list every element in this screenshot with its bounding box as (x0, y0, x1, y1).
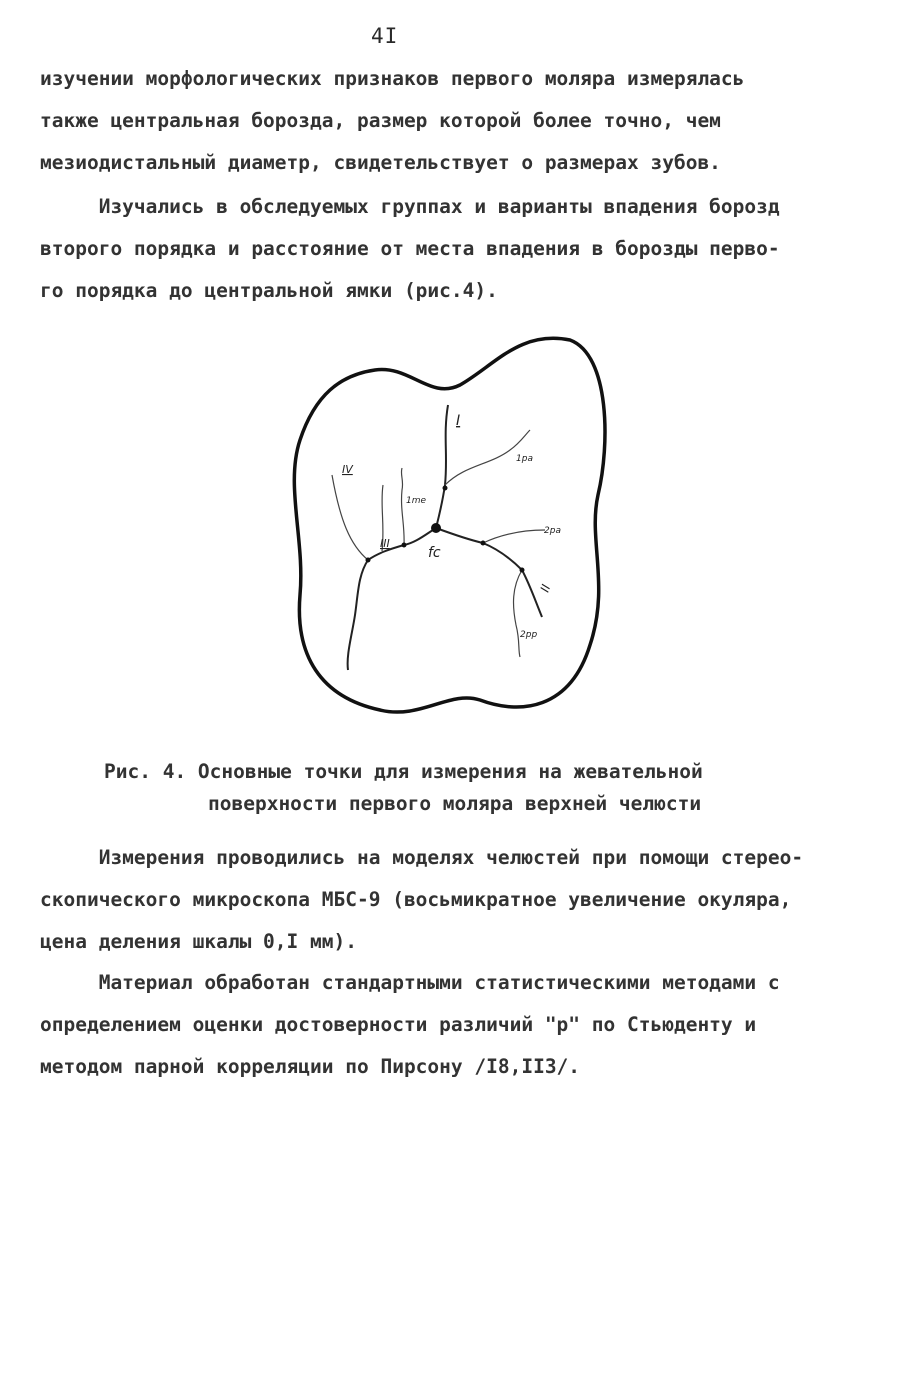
groove-1-line (436, 405, 448, 528)
label-groove-3: III (380, 537, 390, 550)
groove-2pp-line (514, 570, 522, 657)
paragraph-line: Измерения проводились на моделях челюстей при помощи стерео- (40, 846, 804, 869)
label-groove-1: I (456, 413, 461, 429)
label-groove-4: IV (342, 463, 353, 476)
paragraph-line: второго порядка и расстояние от места впадения в борозды перво- (40, 237, 780, 260)
paragraph-line: Изучались в обследуемых группах и варианты впадения борозд (40, 195, 780, 218)
point-1me (402, 543, 407, 548)
point-3 (366, 558, 371, 563)
caption-line-1: Рис. 4. Основные точки для измерения на жевательной (104, 760, 703, 783)
groove-2-line (436, 528, 542, 617)
paragraph-line: определением оценки достоверности различий "р" по Стьюденту и (40, 1013, 757, 1036)
paragraph-line: мезиодистальный диаметр, свидетельствует о размерах зубов. (40, 151, 721, 174)
page-number: 4I (371, 24, 399, 48)
label-1me: 1me (406, 496, 427, 506)
paragraph-line: также центральная борозда, размер которой более точно, чем (40, 109, 721, 132)
caption-line-2: поверхности первого моляра верхней челюсти (208, 792, 702, 815)
molar-figure (280, 325, 610, 725)
paragraph-2 (40, 186, 880, 312)
paragraph-line: изучении морфологических признаков первого моляра измерялась (40, 67, 745, 90)
point-1pa (443, 486, 448, 491)
groove-2pa-line (483, 530, 545, 543)
point-2pa (481, 541, 486, 546)
molar-diagram (280, 325, 610, 725)
label-groove-2: II (537, 582, 554, 595)
paragraph-1 (40, 58, 880, 184)
central-fossa-point (431, 523, 441, 533)
label-2pa: 2pa (544, 526, 561, 536)
groove-4-line (348, 560, 368, 670)
label-2pp: 2pp (520, 630, 538, 640)
paragraph-3 (40, 837, 880, 963)
paragraph-4 (40, 962, 880, 1088)
paragraph-line: го порядка до центральной ямки (рис.4). (40, 279, 498, 302)
groove-1me-line (401, 468, 404, 545)
label-1pa: 1pa (516, 454, 533, 464)
paragraph-line: методом парной корреляции по Пирсону /I8,II3/. (40, 1055, 581, 1078)
label-fc: fc (428, 545, 441, 561)
groove-iv-branch-line (332, 475, 368, 560)
figure-caption (104, 756, 703, 820)
paragraph-line: цена деления шкалы 0,I мм). (40, 930, 357, 953)
paragraph-line: Материал обработан стандартными статистическими методами с (40, 971, 780, 994)
point-2pp (520, 568, 525, 573)
paragraph-line: скопического микроскопа МБС-9 (восьмикратное увеличение окуляра, (40, 888, 792, 911)
